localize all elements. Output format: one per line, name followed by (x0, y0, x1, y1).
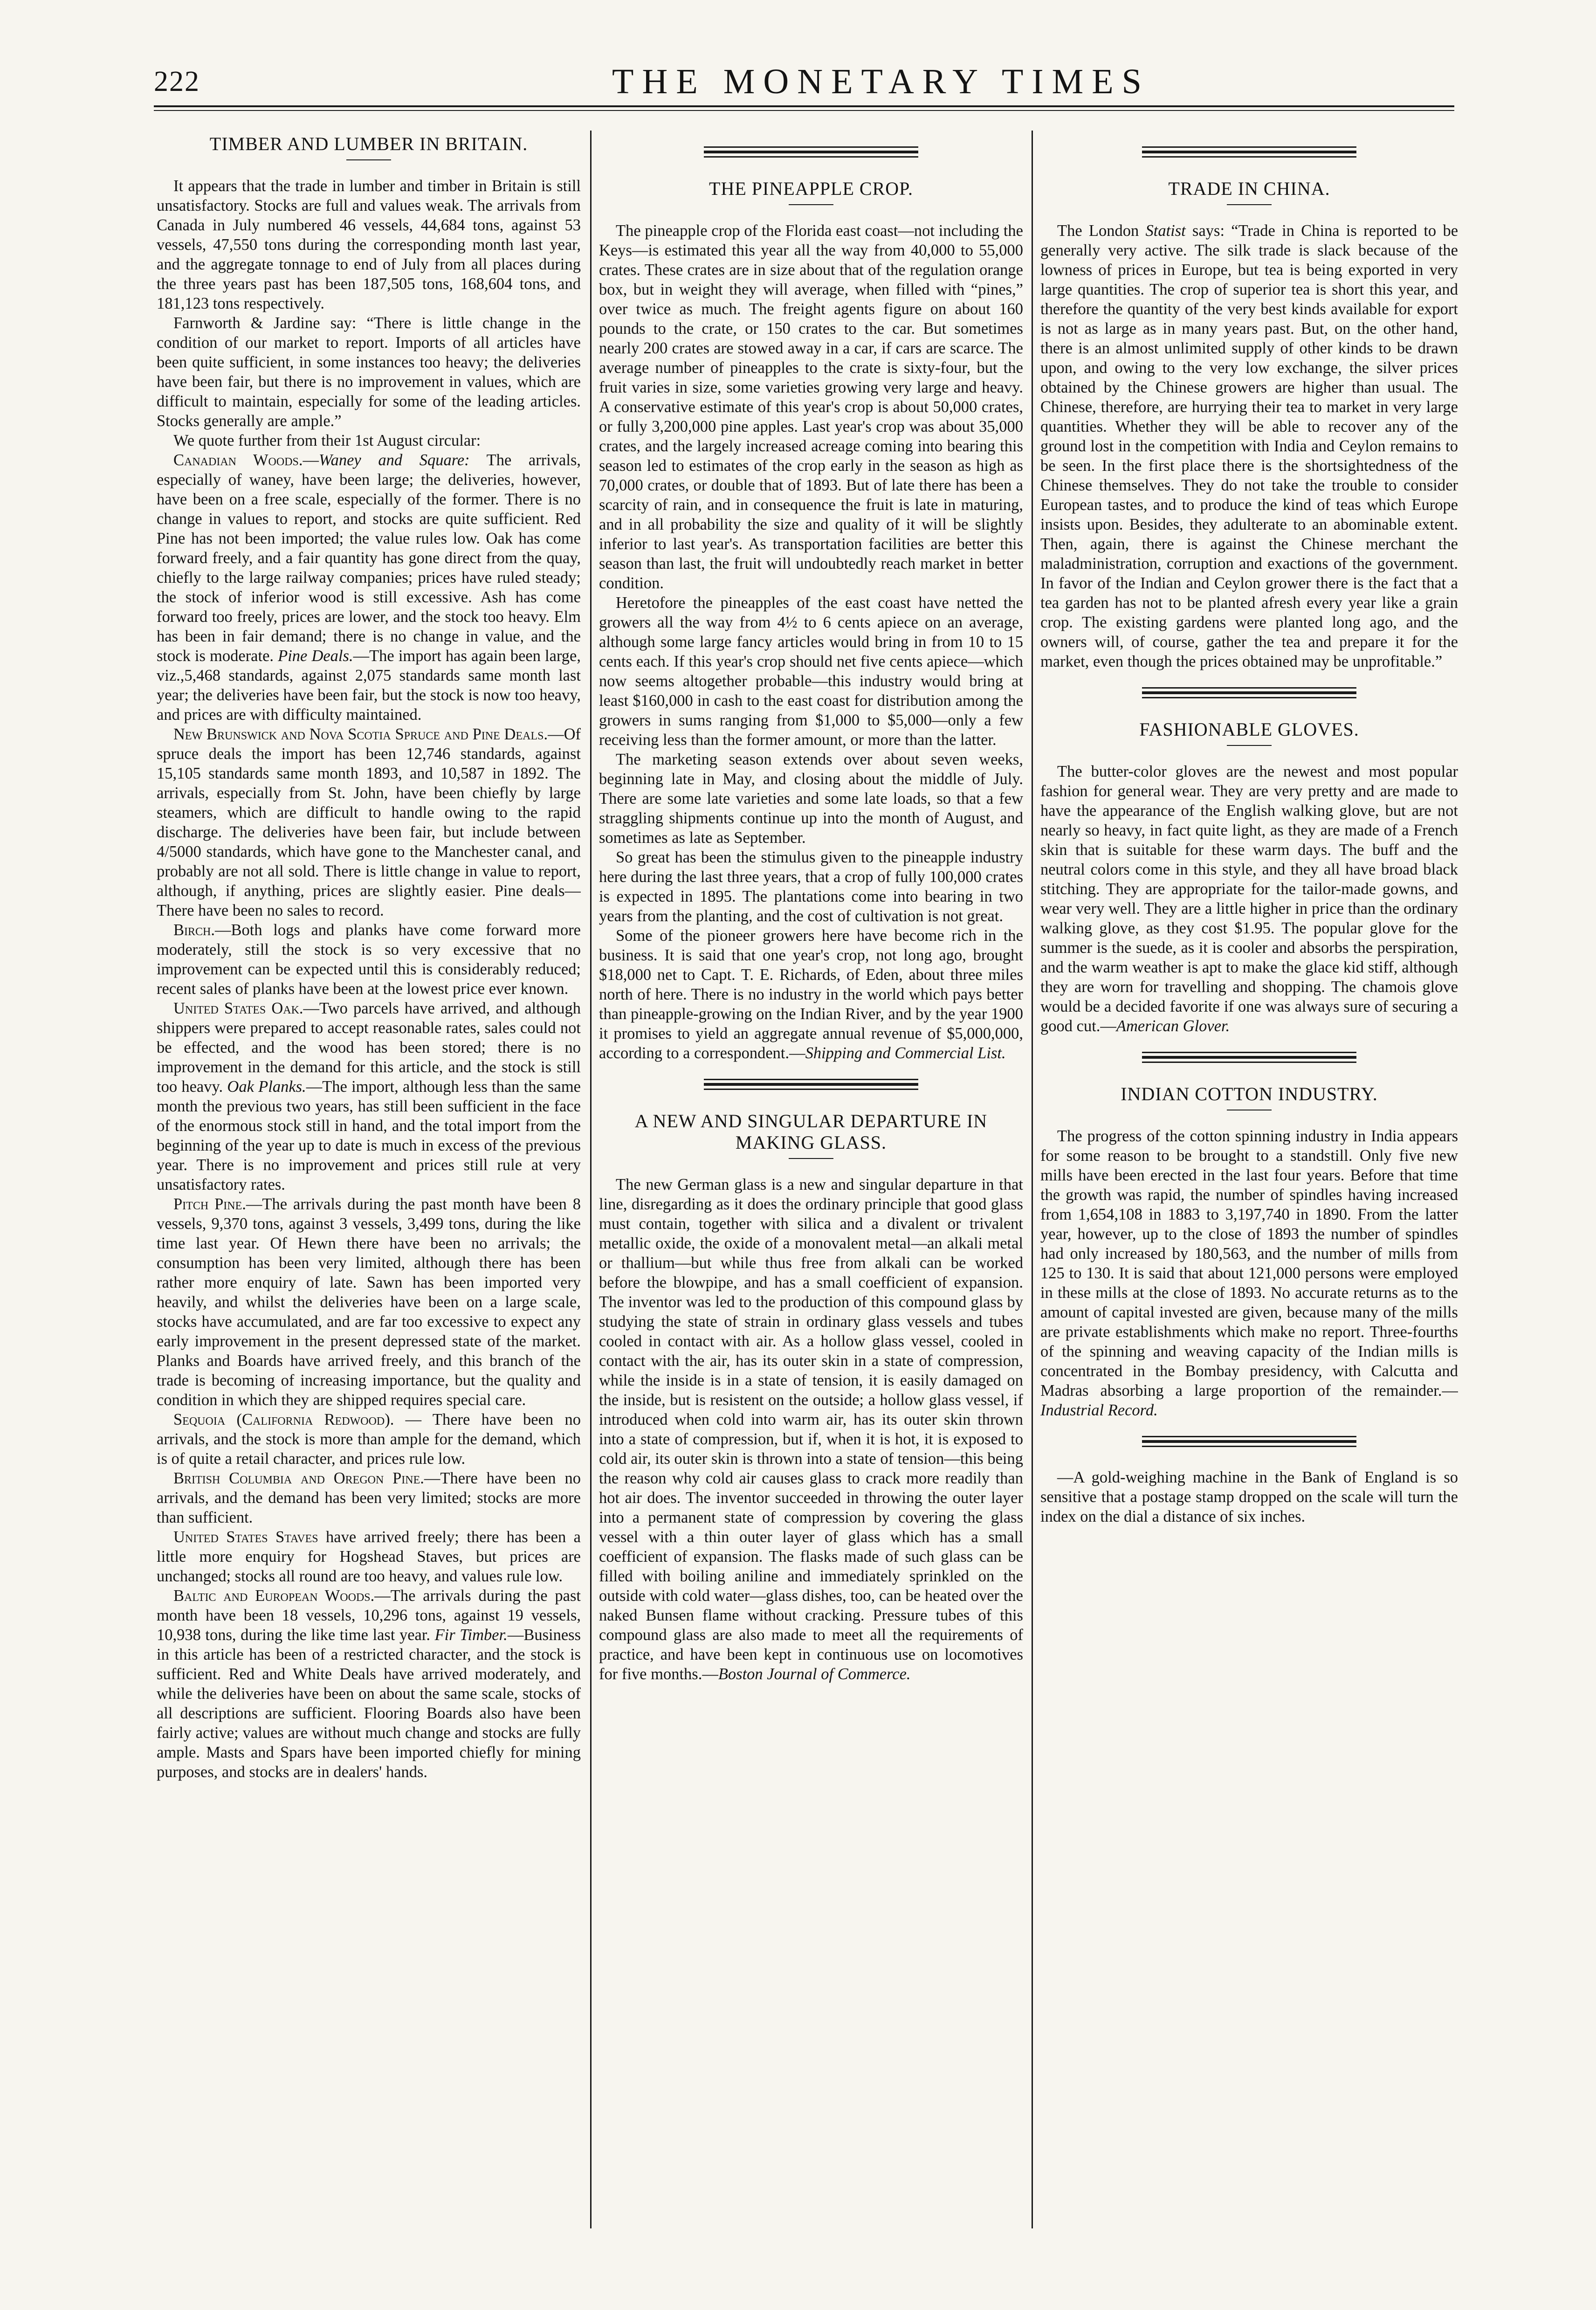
text: The arrivals during the past month have been 18 vessels, 10,296 tons, against 19 vessels, 10,938 tons, during the like time last year. (157, 1587, 581, 1644)
publication-name: Statist (1145, 222, 1186, 240)
subhead: Birch. (173, 921, 215, 939)
text: The butter-color gloves are the newest and most popular fashion for general wear. They are very pretty and are made to have the appearance of the English walking glove, but are not nearly so heavy, in fact quite light, as they are made of a French skin that is suitable for these warm days. The buff and the neutral colors come in this style, and they all have broad black stitching. They are appropriate for the tailor-made gowns, and wear very well. They are a little higher in price than the ordinary walking glove, as they cost $1.95. The popular glove for the summer is the suede, as it is cooler and absorbs the perspiration, and the warm weather is apt to make the glace kid stiff, although they are worn for travelling and shopping. The chamois glove would be a decided favorite if one was always sure of securing a good cut.— (1040, 763, 1458, 1035)
paragraph: New Brunswick and Nova Scotia Spruce and Pine Deals.—Of spruce deals the import has been 12,746 standards, against 15,105 standards same month 1893, and 10,587 in 1892. The arrivals, especially from St. John, have been chiefly by large steamers, which are difficult to handle owing to the rapid discharge. The deliveries have been fair, but include between 4/5000 standards, which have gone to the Manchester canal, and probably are not all sold. There is little change in value to report, although, if anything, prices are slightly easier. Pine deals—There have been no sales to record. (157, 725, 581, 919)
paragraph (1040, 1126, 1458, 1420)
title-rule (789, 204, 833, 205)
subhead-italic: Waney and Square: (319, 451, 470, 469)
title-rule (789, 1158, 833, 1159)
subhead: British Columbia and Oregon Pine. (173, 1469, 424, 1487)
paragraph: —A gold-weighing machine in the Bank of England is so sensitive that a postage stamp dropped on the scale will turn the index on the dial a distance of six inches. (1040, 1469, 1458, 1525)
text: The arrivals, especially of waney, have been large; the deliveries, however, have been on a free scale, especially of the former. There is no change in values to report, and stocks are quite sufficient. Red Pine has not been imported; the value rules low. Oak has come forward freely, and a fair quantity has gone direct from the quay, chiefly to the large railway companies; prices have ruled steady; the stock of inferior wood is still excessive. Ash has come forward too freely, prices are lower, and the stock too heavy. Elm has been in fair demand; there is no change in value, and the stock is moderate. (157, 451, 581, 665)
section-separator (704, 1079, 918, 1090)
article-title-pineapple: THE PINEAPPLE CROP. (709, 178, 913, 199)
paragraph: It appears that the trade in lumber and timber in Britain is still unsatisfactory. Stocks are full and values weak. The arrivals from Canada in July numbered 46 vessels, 44,684 tons, against 53 vessels, 47,550 tons during the corresponding month last year, and the aggregate tonnage to end of July from all places during the three years past has been 187,505 tons, 168,604 tons, and 181,123 tons respectively. (157, 177, 581, 312)
subhead-italic: Oak Planks. (227, 1078, 306, 1096)
text: Of spruce deals the import has been 12,746 standards, against 15,105 standards same month 1893, and 10,587 in 1892. The arrivals, especially from St. John, have been chiefly by large steamers, which are difficult to handle owing to the rapid discharge. The deliveries have been fair, but include between 4/5000 standards, which have gone to the Manchester canal, and probably are not all sold. There is little change in value to report, although, if anything, prices are slightly easier. Pine deals—There have been no sales to record. (157, 725, 581, 919)
paragraph (1040, 221, 1458, 671)
subhead: New Brunswick and Nova Scotia Spruce and Pine Deals. (173, 725, 548, 743)
text: There have been no arrivals, and the stock is more than ample for the demand, which is of quite a retail character, and prices rule low. (157, 1411, 581, 1468)
text: There have been no arrivals, and the demand has been very limited; stocks are more than sufficient. (157, 1469, 581, 1526)
text: have arrived freely; there has been a little more enquiry for Hogshead Staves, but prices are unchanged; stocks all round are too heavy, and values rule low. (157, 1528, 581, 1585)
text: The import has again been large, viz.,5,468 standards, against 2,075 standards same month last year; the deliveries have been fair, but the stock is now too heavy, and prices are with difficulty maintained. (157, 647, 581, 724)
section-separator (1142, 1052, 1356, 1063)
paragraph: Farnworth & Jardine say: “There is little change in the condition of our market to report. Imports of all articles have been quite sufficient, in some instances too heavy; the deliveries have been fair, but there is no improvement in values, which are difficult to maintain, especially for some of the leading articles. Stocks generally are ample.” (157, 314, 581, 430)
title-rule (1227, 745, 1272, 746)
header-rule (154, 105, 1454, 107)
column-divider (590, 131, 592, 2228)
column-2 (599, 131, 1023, 2210)
article-title-glass: A NEW AND SINGULAR DEPARTURE IN MAKING GLASS. (634, 1110, 988, 1153)
paragraph: British Columbia and Oregon Pine.—There have been no arrivals, and the demand has been very limited; stocks are more than sufficient. (157, 1469, 581, 1526)
title-rule (1227, 204, 1272, 205)
subhead: Canadian Woods. (173, 451, 303, 469)
subhead: United States Staves (173, 1528, 318, 1546)
paragraph (157, 1527, 581, 1586)
paragraph (599, 1175, 1023, 1684)
text: Some of the pioneer growers here have become rich in the business. It is said that one year's crop, not long ago, brought $18,000 net to Capt. T. E. Richards, of Eden, about three miles north of here. There is no industry in the world which pays better than pineapple-growing on the Indian River, and by the year 1900 it promises to yield an aggregate annual revenue of $5,000,000, according to a correspondent.— (599, 927, 1023, 1062)
paragraph: We quote further from their 1st August circular: (173, 432, 481, 449)
subhead: Pitch Pine. (173, 1195, 246, 1213)
source-credit: American Glover. (1116, 1017, 1230, 1035)
text: The import, although less than the same month the previous two years, has still been sufficient in the face of the enormous stock still in hand, and the total import from the beginning of the year up to date is much in excess of the previous year. There is no improvement and prices still rule at very unsatisfactory rates. (157, 1078, 581, 1193)
subhead-italic: Pine Deals. (278, 647, 353, 665)
subhead: Sequoia (California Redwood). (173, 1411, 394, 1428)
paragraph: So great has been the stimulus given to the pineapple industry here during the last three years, that a crop of fully 100,000 crates is expected in 1895. The plantations come into bearing in two years from the planting, and the cost of cultivation is not great. (599, 848, 1023, 925)
source-credit: Boston Journal of Commerce. (718, 1665, 911, 1683)
paragraph: Pitch Pine.—The arrivals during the past month have been 8 vessels, 9,370 tons, against 3 vessels, 3,499 tons, during the like time last year. Of Hewn there have been no arrivals; the consumption has been very limited, although there has been rather more enquiry of late. Sawn has been imported very heavily, and whilst the deliveries have been on a large scale, stocks have accumulated, and are far too excessive to expect any early improvement in the present depressed state of the market. Planks and Boards have arrived freely, and this branch of the trade is becoming of increasing importance, but the quality and condition in which they are shipped requires special care. (157, 1195, 581, 1409)
subhead: Baltic and European Woods. (173, 1587, 375, 1605)
paragraph: The marketing season extends over about seven weeks, beginning late in May, and closing about the middle of July. There are some late varieties and some late loads, so that a few straggling shipments continue up into the month of August, and sometimes as late as September. (599, 751, 1023, 847)
paragraph: Birch.—Both logs and planks have come forward more moderately, still the stock is so very excessive that no improvement can be expected until this is considerably reduced; recent sales of planks have been at the lowest price ever known. (157, 921, 581, 998)
text: Business in this article has been of a restricted character, and the stock is sufficient. Red and White Deals have arrived moderately, and while the deliveries have been on about the same scale, stocks of all descriptions are sufficient. Flooring Boards also have been fairly active; values are without much change and stocks are fully ample. Masts and Spars have been imported chiefly for mining purposes, and stocks are in dealers' hands. (157, 1626, 581, 1781)
paragraph: The pineapple crop of the Florida east coast—not including the Keys—is estimated this year all the way from 40,000 to 55,000 crates. These crates are in size about that of the regulation orange box, but in weight they will average, when filled with “pines,” over twice as much. The freight agents figure on about 160 pounds to the crate, or 150 crates to the car. But sometimes nearly 200 crates are stowed away in a car, if cars are scarce. The average number of pineapples to the crate is sixty-four, but the fruit varies in size, some varieties growing very large and heavy. A conservative estimate of this year's crop is about 50,000 crates, or fully 3,200,000 pine apples. Last year's crop was about 35,000 crates, and the largely increased acreage coming into bearing this season led to estimates of the crop early in the season as high as 70,000 crates, or double that of 1893. But of late there has been a scarcity of rain, and in consequence the fruit is late in maturing, and in all probability the size and quality of it will be slightly inferior to last year's. As transportation facilities are better this season than last, the fruit will undoubtedly reach market in better condition. (599, 222, 1023, 592)
page-number: 222 (154, 66, 200, 97)
section-separator (1142, 687, 1356, 698)
column-3 (1040, 131, 1458, 2210)
subhead: United States Oak. (173, 1000, 303, 1017)
article-title-timber: TIMBER AND LUMBER IN BRITAIN. (209, 133, 528, 154)
paragraph: United States Oak.—Two parcels have arrived, and although shippers were prepared to accept reasonable rates, sales could not be effected, and the wood has been stored; there is no improvement in the demand for this article, and the stock is still too heavy. Oak Planks.—The import, although less than the same month the previous two years, has still been sufficient in the face of the enormous stock still in hand, and the total import from the beginning of the year up to date is much in excess of the previous year. There is no improvement and prices still rule at very unsatisfactory rates. (157, 1000, 581, 1193)
column-1 (157, 131, 581, 2210)
header-rule-thin (154, 110, 1454, 111)
paragraph (1040, 762, 1458, 1036)
text: says: “Trade in China is reported to be generally very active. The silk trade is slack because of the lowness of prices in Europe, but tea is being exported in very large quantities. The crop of superior tea is short this year, and therefore the quantity of the very best kinds available for export is not as large as in many years past. But, on the other hand, there is an almost unlimited supply of other kinds to be drawn upon, and owing to the very low exchange, the silver prices obtained by the Chinese growers are higher than usual. The Chinese, therefore, are hurrying their tea to market in very large quantities. Whether they will be able to recover any of the ground lost in the competition with India and Ceylon remains to be seen. In the first place there is the shortsightedness of the Chinese themselves. They do not take the trouble to consider European tastes, and to produce the kind of teas which Europe insists upon. Besides, they adulterate to an abominable extent. Then, again, there is against the Chinese merchant the maladministration, corruption and exactions of the government. In favor of the Indian and Ceylon grower there is the fact that a tea garden has not to be planted afresh every year like a grain crop. The existing gardens were planted long ago, and the owners will, of course, gather the tea and prepare it for the market, even though the prices obtained may be unprofitable.” (1040, 222, 1458, 670)
paragraph: Heretofore the pineapples of the east coast have netted the growers all the way from 4½ to 6 cents apiece on an average, although some large fancy articles would bring in from 10 to 15 cents each. If this year's crop should net five cents apiece—which now seems altogether probable—this industry would bring at least $160,000 in cash to the east coast for distribution among the growers in sums ranging from $1,000 to $5,000—only a few receiving less than the former amount, or more than the latter. (599, 594, 1023, 749)
section-separator (1142, 146, 1356, 158)
text: The new German glass is a new and singular departure in that line, disregarding as it does the ordinary principle that good glass must contain, together with silica and a divalent or trivalent metallic oxide, the oxide of a monovalent metal—an alkali metal or thallium—but while thus free from alkali can be worked before the blowpipe, and has a small coefficient of expansion. The inventor was led to the production of this compound glass by studying the state of strain in ordinary glass vessels and tubes cooled in contact with air. As a hollow glass vessel, cooled in contact with the air, has its outer skin in a state of compression, while the inside is in a state of tension, it is easily damaged on the inside, but is resistent on the outside; a hollow glass vessel, if introduced when cold into warm air, has its outer skin thrown into a state of compression, but if, when it is hot, it is exposed to cold air, its outer skin is thrown into a state of tension—this being the reason why cold air causes glass to crack more readily than hot air does. The inventor succeeded in throwing the outer layer into a permanent state of compression by covering the glass vessel with a thin outer layer of glass which has a small coefficient of expansion. The flasks made of such glass can be filled with boiling aniline and immediately sprinkled on the outside with cold water—glass dishes, too, can be heated over the naked Bunsen flame without cracking. Pressure tubes of this compound glass are also made to meet all the requirements of practice, and have been kept in continuous use on locomotives for five months.— (599, 1176, 1023, 1683)
paragraph: Canadian Woods.—Waney and Square: The arrivals, especially of waney, have been large; the deliveries, however, have been on a free scale, especially of the former. There is no change in values to report, and stocks are quite sufficient. Red Pine has not been imported; the value rules low. Oak has come forward freely, and a fair quantity has gone direct from the quay, chiefly to the large railway companies; prices have ruled steady; the stock of inferior wood is still excessive. Ash has come forward too freely, prices are lower, and the stock too heavy. Elm has been in fair demand; there is no change in value, and the stock is moderate. Pine Deals.—The import has again been large, viz.,5,468 standards, against 2,075 standards same month last year; the deliveries have been fair, but the stock is now too heavy, and prices are with difficulty maintained. (157, 451, 581, 724)
paragraph (599, 926, 1023, 1063)
section-separator (1142, 1436, 1356, 1447)
column-divider (1032, 131, 1033, 2228)
masthead-title: THE MONETARY TIMES (612, 62, 1150, 101)
text: The progress of the cotton spinning industry in India appears for some reason to be brought to a standstill. Only five new mills have been erected in the last four years. Before that time the growth was rapid, the number of spindles having increased from 1,654,108 in 1883 to 3,197,740 in 1890. From the latter year, however, up to the close of 1893 the number of spindles had only increased by 180,563, and the number of mills from 125 to 130. It is said that about 121,000 persons were employed in these mills at the close of 1893. No accurate returns as to the amount of capital invested are given, because many of the mills are private establishments which make no report. Three-fourths of the spinning and weaving capacity of the Indian mills is concentrated in the Bombay presidency, with Calcutta and Madras absorbing a large proportion of the remainder.— (1040, 1127, 1458, 1400)
source-credit: Industrial Record. (1040, 1401, 1158, 1419)
article-title-cotton: INDIAN COTTON INDUSTRY. (1121, 1083, 1378, 1104)
text: The arrivals during the past month have been 8 vessels, 9,370 tons, against 3 vessels, 3,499 tons, during the like time last year. Of Hewn there have been no arrivals; the consumption has been very limited, although there has been rather more enquiry of late. Sawn has been imported very heavily, and whilst the deliveries have been on a large scale, stocks have accumulated, and are far too excessive to expect any early improvement in the present depressed state of the market. Planks and Boards have arrived freely, and this branch of the trade is becoming of increasing importance, but the quality and condition in which they are shipped requires special care. (157, 1195, 581, 1409)
title-rule (346, 159, 391, 160)
article-title-gloves: FASHIONABLE GLOVES. (1139, 719, 1359, 740)
text: Two parcels have arrived, and although shippers were prepared to accept reasonable rates, sales could not be effected, and the wood has been stored; there is no improvement in the demand for this article, and the stock is still too heavy. (157, 1000, 581, 1096)
article-title-china: TRADE IN CHINA. (1168, 178, 1330, 199)
section-separator (704, 146, 918, 158)
text: Both logs and planks have come forward more moderately, still the stock is so very excessive that no improvement can be expected until this is considerably reduced; recent sales of planks have been at the lowest price ever known. (157, 921, 581, 998)
text: The London (1057, 222, 1139, 240)
subhead-italic: Fir Timber. (434, 1626, 508, 1644)
paragraph: Baltic and European Woods.—The arrivals during the past month have been 18 vessels, 10,296 tons, against 19 vessels, 10,938 tons, during the like time last year. Fir Timber.—Business in this article has been of a restricted character, and the stock is sufficient. Red and White Deals have arrived moderately, and while the deliveries have been on about the same scale, stocks of all descriptions are sufficient. Flooring Boards also have been fairly active; values are without much change and stocks are fully ample. Masts and Spars have been imported chiefly for mining purposes, and stocks are in dealers' hands. (157, 1587, 581, 1781)
page-header (154, 62, 1454, 103)
paragraph: Sequoia (California Redwood). — There have been no arrivals, and the stock is more than ample for the demand, which is of quite a retail character, and prices rule low. (157, 1411, 581, 1468)
source-credit: Shipping and Commercial List. (805, 1044, 1006, 1062)
